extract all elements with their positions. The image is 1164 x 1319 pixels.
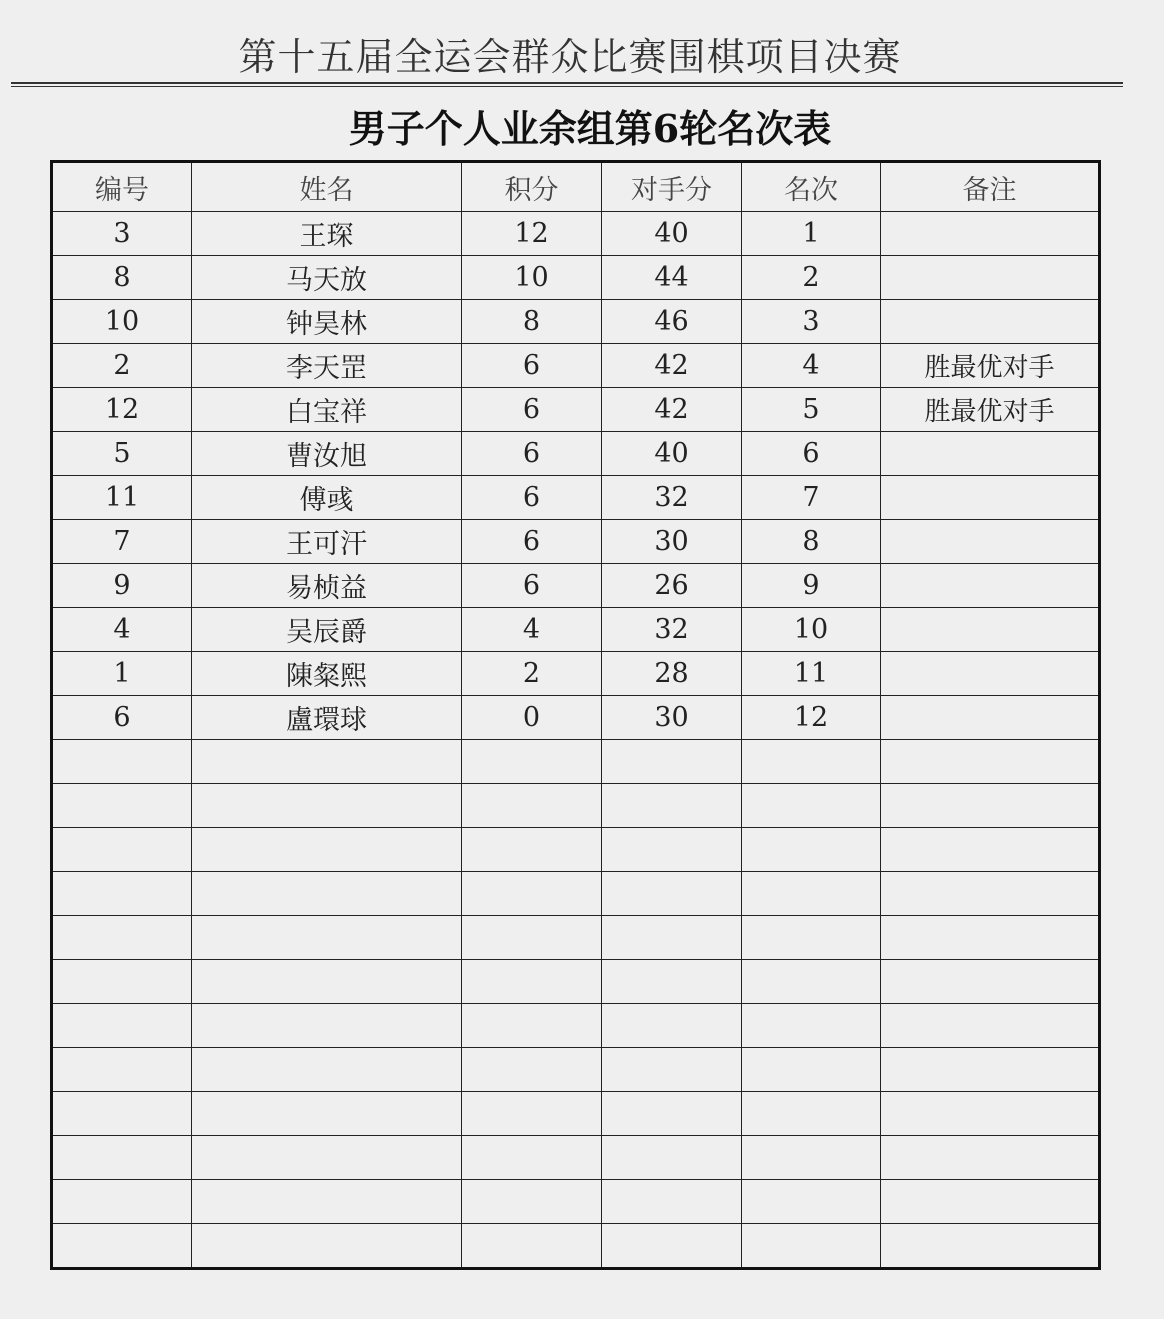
ranking-table [50, 160, 1101, 1270]
cell-note [881, 696, 1100, 740]
empty-row [52, 1180, 1100, 1224]
empty-cell [602, 784, 742, 828]
table-row [52, 652, 1100, 696]
empty-cell [52, 1048, 192, 1092]
empty-cell [462, 1224, 602, 1269]
cell-note [881, 520, 1100, 564]
cell-opponent-score: 30 [602, 696, 742, 740]
cell-name: 马天放 [192, 256, 462, 300]
cell-opponent-score: 32 [602, 476, 742, 520]
empty-cell [192, 740, 462, 784]
empty-cell [742, 1180, 881, 1224]
cell-score: 2 [462, 652, 602, 696]
empty-row [52, 828, 1100, 872]
empty-cell [192, 916, 462, 960]
cell-note [881, 608, 1100, 652]
cell-opponent-score: 46 [602, 300, 742, 344]
cell-opponent-score: 40 [602, 432, 742, 476]
cell-note [881, 256, 1100, 300]
empty-cell [52, 784, 192, 828]
empty-cell [602, 960, 742, 1004]
document-title: 第十五届全运会群众比赛围棋项目决赛 [238, 35, 902, 79]
empty-cell [192, 828, 462, 872]
empty-cell [881, 784, 1100, 828]
cell-rank: 6 [742, 432, 881, 476]
cell-id: 11 [52, 476, 192, 520]
empty-cell [52, 828, 192, 872]
cell-id: 6 [52, 696, 192, 740]
empty-cell [52, 1004, 192, 1048]
cell-rank: 9 [742, 564, 881, 608]
cell-id: 4 [52, 608, 192, 652]
empty-cell [462, 740, 602, 784]
cell-id: 8 [52, 256, 192, 300]
empty-cell [881, 1180, 1100, 1224]
empty-row [52, 1004, 1100, 1048]
table-row [52, 344, 1100, 388]
table-row [52, 300, 1100, 344]
empty-cell [881, 916, 1100, 960]
cell-note [881, 652, 1100, 696]
cell-name: 白宝祥 [192, 388, 462, 432]
table-header-row [52, 162, 1100, 212]
empty-cell [462, 872, 602, 916]
cell-name: 曹汝旭 [192, 432, 462, 476]
empty-cell [602, 740, 742, 784]
title-rule [11, 82, 1123, 84]
empty-cell [602, 828, 742, 872]
cell-score: 6 [462, 520, 602, 564]
empty-cell [192, 960, 462, 1004]
empty-cell [742, 1048, 881, 1092]
empty-cell [462, 828, 602, 872]
empty-cell [192, 784, 462, 828]
cell-name: 傅彧 [192, 476, 462, 520]
table-row [52, 608, 1100, 652]
empty-cell [52, 1224, 192, 1269]
header-name: 姓名 [192, 162, 462, 212]
cell-rank: 8 [742, 520, 881, 564]
empty-cell [462, 1004, 602, 1048]
empty-cell [742, 872, 881, 916]
empty-cell [881, 1004, 1100, 1048]
empty-cell [462, 1048, 602, 1092]
cell-rank: 5 [742, 388, 881, 432]
cell-note [881, 476, 1100, 520]
cell-name: 李天罡 [192, 344, 462, 388]
empty-cell [462, 1180, 602, 1224]
empty-row [52, 872, 1100, 916]
cell-opponent-score: 32 [602, 608, 742, 652]
table-row [52, 564, 1100, 608]
cell-id: 5 [52, 432, 192, 476]
empty-cell [52, 872, 192, 916]
cell-score: 10 [462, 256, 602, 300]
cell-score: 6 [462, 432, 602, 476]
empty-row [52, 1224, 1100, 1269]
cell-id: 9 [52, 564, 192, 608]
empty-cell [742, 916, 881, 960]
empty-row [52, 740, 1100, 784]
empty-cell [462, 1092, 602, 1136]
cell-score: 0 [462, 696, 602, 740]
cell-rank: 4 [742, 344, 881, 388]
empty-cell [52, 916, 192, 960]
empty-cell [192, 872, 462, 916]
cell-score: 6 [462, 344, 602, 388]
empty-row [52, 960, 1100, 1004]
empty-cell [742, 784, 881, 828]
header-opponent-score: 对手分 [602, 162, 742, 212]
empty-cell [192, 1048, 462, 1092]
cell-note: 胜最优对手 [881, 388, 1100, 432]
cell-name: 钟昊林 [192, 300, 462, 344]
cell-name: 盧環球 [192, 696, 462, 740]
empty-row [52, 1136, 1100, 1180]
cell-rank: 3 [742, 300, 881, 344]
empty-cell [742, 1224, 881, 1269]
empty-cell [462, 916, 602, 960]
empty-cell [742, 1004, 881, 1048]
empty-cell [602, 1004, 742, 1048]
empty-cell [881, 1136, 1100, 1180]
cell-id: 10 [52, 300, 192, 344]
table-row [52, 696, 1100, 740]
cell-rank: 1 [742, 212, 881, 256]
header-note: 备注 [881, 162, 1100, 212]
empty-cell [462, 960, 602, 1004]
table-row [52, 520, 1100, 564]
cell-opponent-score: 44 [602, 256, 742, 300]
empty-cell [192, 1004, 462, 1048]
empty-cell [742, 1092, 881, 1136]
empty-cell [742, 740, 881, 784]
cell-rank: 12 [742, 696, 881, 740]
table-title: 男子个人业余组第6轮名次表 [348, 106, 832, 151]
empty-cell [742, 960, 881, 1004]
empty-cell [881, 872, 1100, 916]
empty-cell [881, 740, 1100, 784]
table-row [52, 212, 1100, 256]
empty-cell [742, 828, 881, 872]
cell-id: 2 [52, 344, 192, 388]
cell-id: 3 [52, 212, 192, 256]
cell-opponent-score: 42 [602, 344, 742, 388]
cell-note [881, 564, 1100, 608]
empty-cell [602, 1048, 742, 1092]
cell-id: 7 [52, 520, 192, 564]
empty-cell [462, 784, 602, 828]
cell-name: 陳粲熙 [192, 652, 462, 696]
cell-name: 王可汗 [192, 520, 462, 564]
empty-cell [742, 1136, 881, 1180]
header-score: 积分 [462, 162, 602, 212]
cell-opponent-score: 42 [602, 388, 742, 432]
cell-score: 12 [462, 212, 602, 256]
empty-cell [52, 960, 192, 1004]
empty-cell [602, 872, 742, 916]
empty-row [52, 916, 1100, 960]
cell-rank: 11 [742, 652, 881, 696]
cell-note [881, 212, 1100, 256]
empty-cell [881, 828, 1100, 872]
empty-cell [52, 1136, 192, 1180]
title-rule-thin [11, 86, 1123, 87]
empty-cell [192, 1180, 462, 1224]
cell-id: 1 [52, 652, 192, 696]
empty-cell [881, 1224, 1100, 1269]
empty-cell [602, 1180, 742, 1224]
cell-score: 8 [462, 300, 602, 344]
cell-note [881, 300, 1100, 344]
cell-name: 王琛 [192, 212, 462, 256]
cell-opponent-score: 40 [602, 212, 742, 256]
cell-rank: 10 [742, 608, 881, 652]
header-id: 编号 [52, 162, 192, 212]
table-row [52, 388, 1100, 432]
empty-cell [602, 1136, 742, 1180]
cell-score: 6 [462, 564, 602, 608]
cell-score: 6 [462, 388, 602, 432]
cell-score: 6 [462, 476, 602, 520]
cell-score: 4 [462, 608, 602, 652]
empty-cell [881, 1092, 1100, 1136]
empty-cell [602, 1224, 742, 1269]
cell-opponent-score: 28 [602, 652, 742, 696]
empty-cell [52, 1180, 192, 1224]
cell-opponent-score: 30 [602, 520, 742, 564]
table-row [52, 432, 1100, 476]
empty-row [52, 1048, 1100, 1092]
table-row [52, 476, 1100, 520]
cell-note: 胜最优对手 [881, 344, 1100, 388]
cell-rank: 2 [742, 256, 881, 300]
empty-row [52, 1092, 1100, 1136]
empty-cell [192, 1224, 462, 1269]
cell-opponent-score: 26 [602, 564, 742, 608]
empty-cell [192, 1136, 462, 1180]
cell-note [881, 432, 1100, 476]
empty-cell [52, 740, 192, 784]
empty-cell [192, 1092, 462, 1136]
empty-cell [881, 1048, 1100, 1092]
cell-name: 吴辰爵 [192, 608, 462, 652]
table-row [52, 256, 1100, 300]
header-rank: 名次 [742, 162, 881, 212]
empty-cell [602, 916, 742, 960]
cell-name: 易桢益 [192, 564, 462, 608]
empty-cell [462, 1136, 602, 1180]
empty-cell [881, 960, 1100, 1004]
empty-cell [52, 1092, 192, 1136]
empty-cell [602, 1092, 742, 1136]
cell-id: 12 [52, 388, 192, 432]
empty-row [52, 784, 1100, 828]
cell-rank: 7 [742, 476, 881, 520]
